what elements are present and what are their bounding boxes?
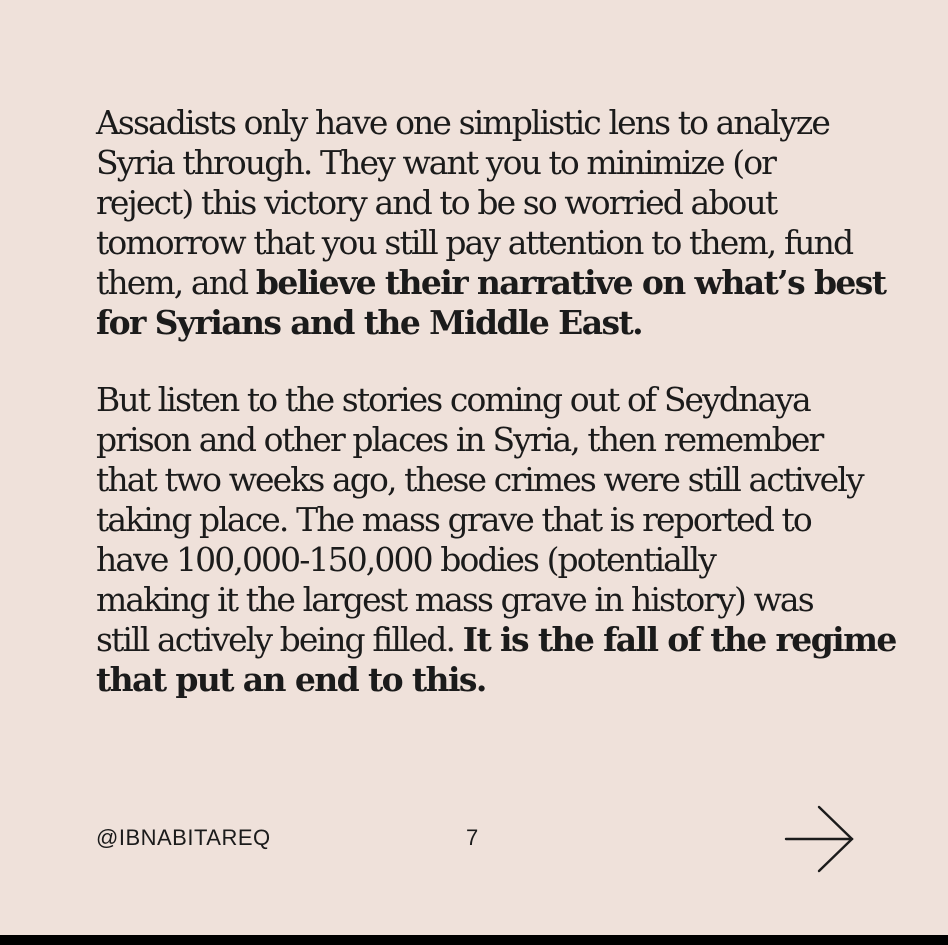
text-line bbox=[96, 223, 896, 263]
text-segment: that two weeks ago, these crimes were still actively bbox=[96, 460, 863, 499]
bold-text-segment: believe their narrative on what’s best bbox=[255, 263, 886, 302]
text-line bbox=[96, 380, 896, 420]
text-line bbox=[96, 420, 896, 460]
text-segment: tomorrow that you still pay attention to them, fund bbox=[96, 223, 853, 262]
text-line bbox=[96, 303, 896, 343]
arrow-right-icon-graphic bbox=[784, 804, 856, 874]
bold-text-segment: that put an end to this. bbox=[96, 660, 486, 699]
text-line bbox=[96, 540, 896, 580]
text-segment: taking place. The mass grave that is reported to bbox=[96, 500, 811, 539]
bold-text-segment: for Syrians and the Middle East. bbox=[96, 303, 642, 342]
text-segment: prison and other places in Syria, then remember bbox=[96, 420, 823, 459]
text-line bbox=[96, 103, 896, 143]
text-segment: still actively being filled. bbox=[96, 620, 463, 659]
text-line bbox=[96, 263, 896, 303]
text-segment: reject) this victory and to be so worried about bbox=[96, 183, 777, 222]
text-line bbox=[96, 500, 896, 540]
text-line bbox=[96, 660, 896, 700]
text-segment: making it the largest mass grave in history) was bbox=[96, 580, 813, 619]
arrow-right-icon[interactable] bbox=[784, 804, 856, 874]
text-line bbox=[96, 183, 896, 223]
paragraph bbox=[96, 103, 896, 343]
text-segment: Assadists only have one simplistic lens to analyze bbox=[96, 103, 830, 142]
text-line bbox=[96, 580, 896, 620]
text-segment: But listen to the stories coming out of Seydnaya bbox=[96, 380, 810, 419]
bold-text-segment: It is the fall of the regime bbox=[462, 620, 896, 659]
text-line bbox=[96, 460, 896, 500]
post-body bbox=[96, 103, 896, 700]
text-line bbox=[96, 620, 896, 660]
author-handle: @IBNABITAREQ bbox=[96, 825, 271, 850]
paragraph bbox=[96, 380, 896, 700]
page-number: 7 bbox=[466, 825, 479, 850]
text-line bbox=[96, 143, 896, 183]
text-segment: Syria through. They want you to minimize (or bbox=[96, 143, 776, 182]
text-segment: have 100,000-150,000 bodies (potentially bbox=[96, 540, 715, 579]
text-segment: them, and bbox=[96, 263, 256, 302]
